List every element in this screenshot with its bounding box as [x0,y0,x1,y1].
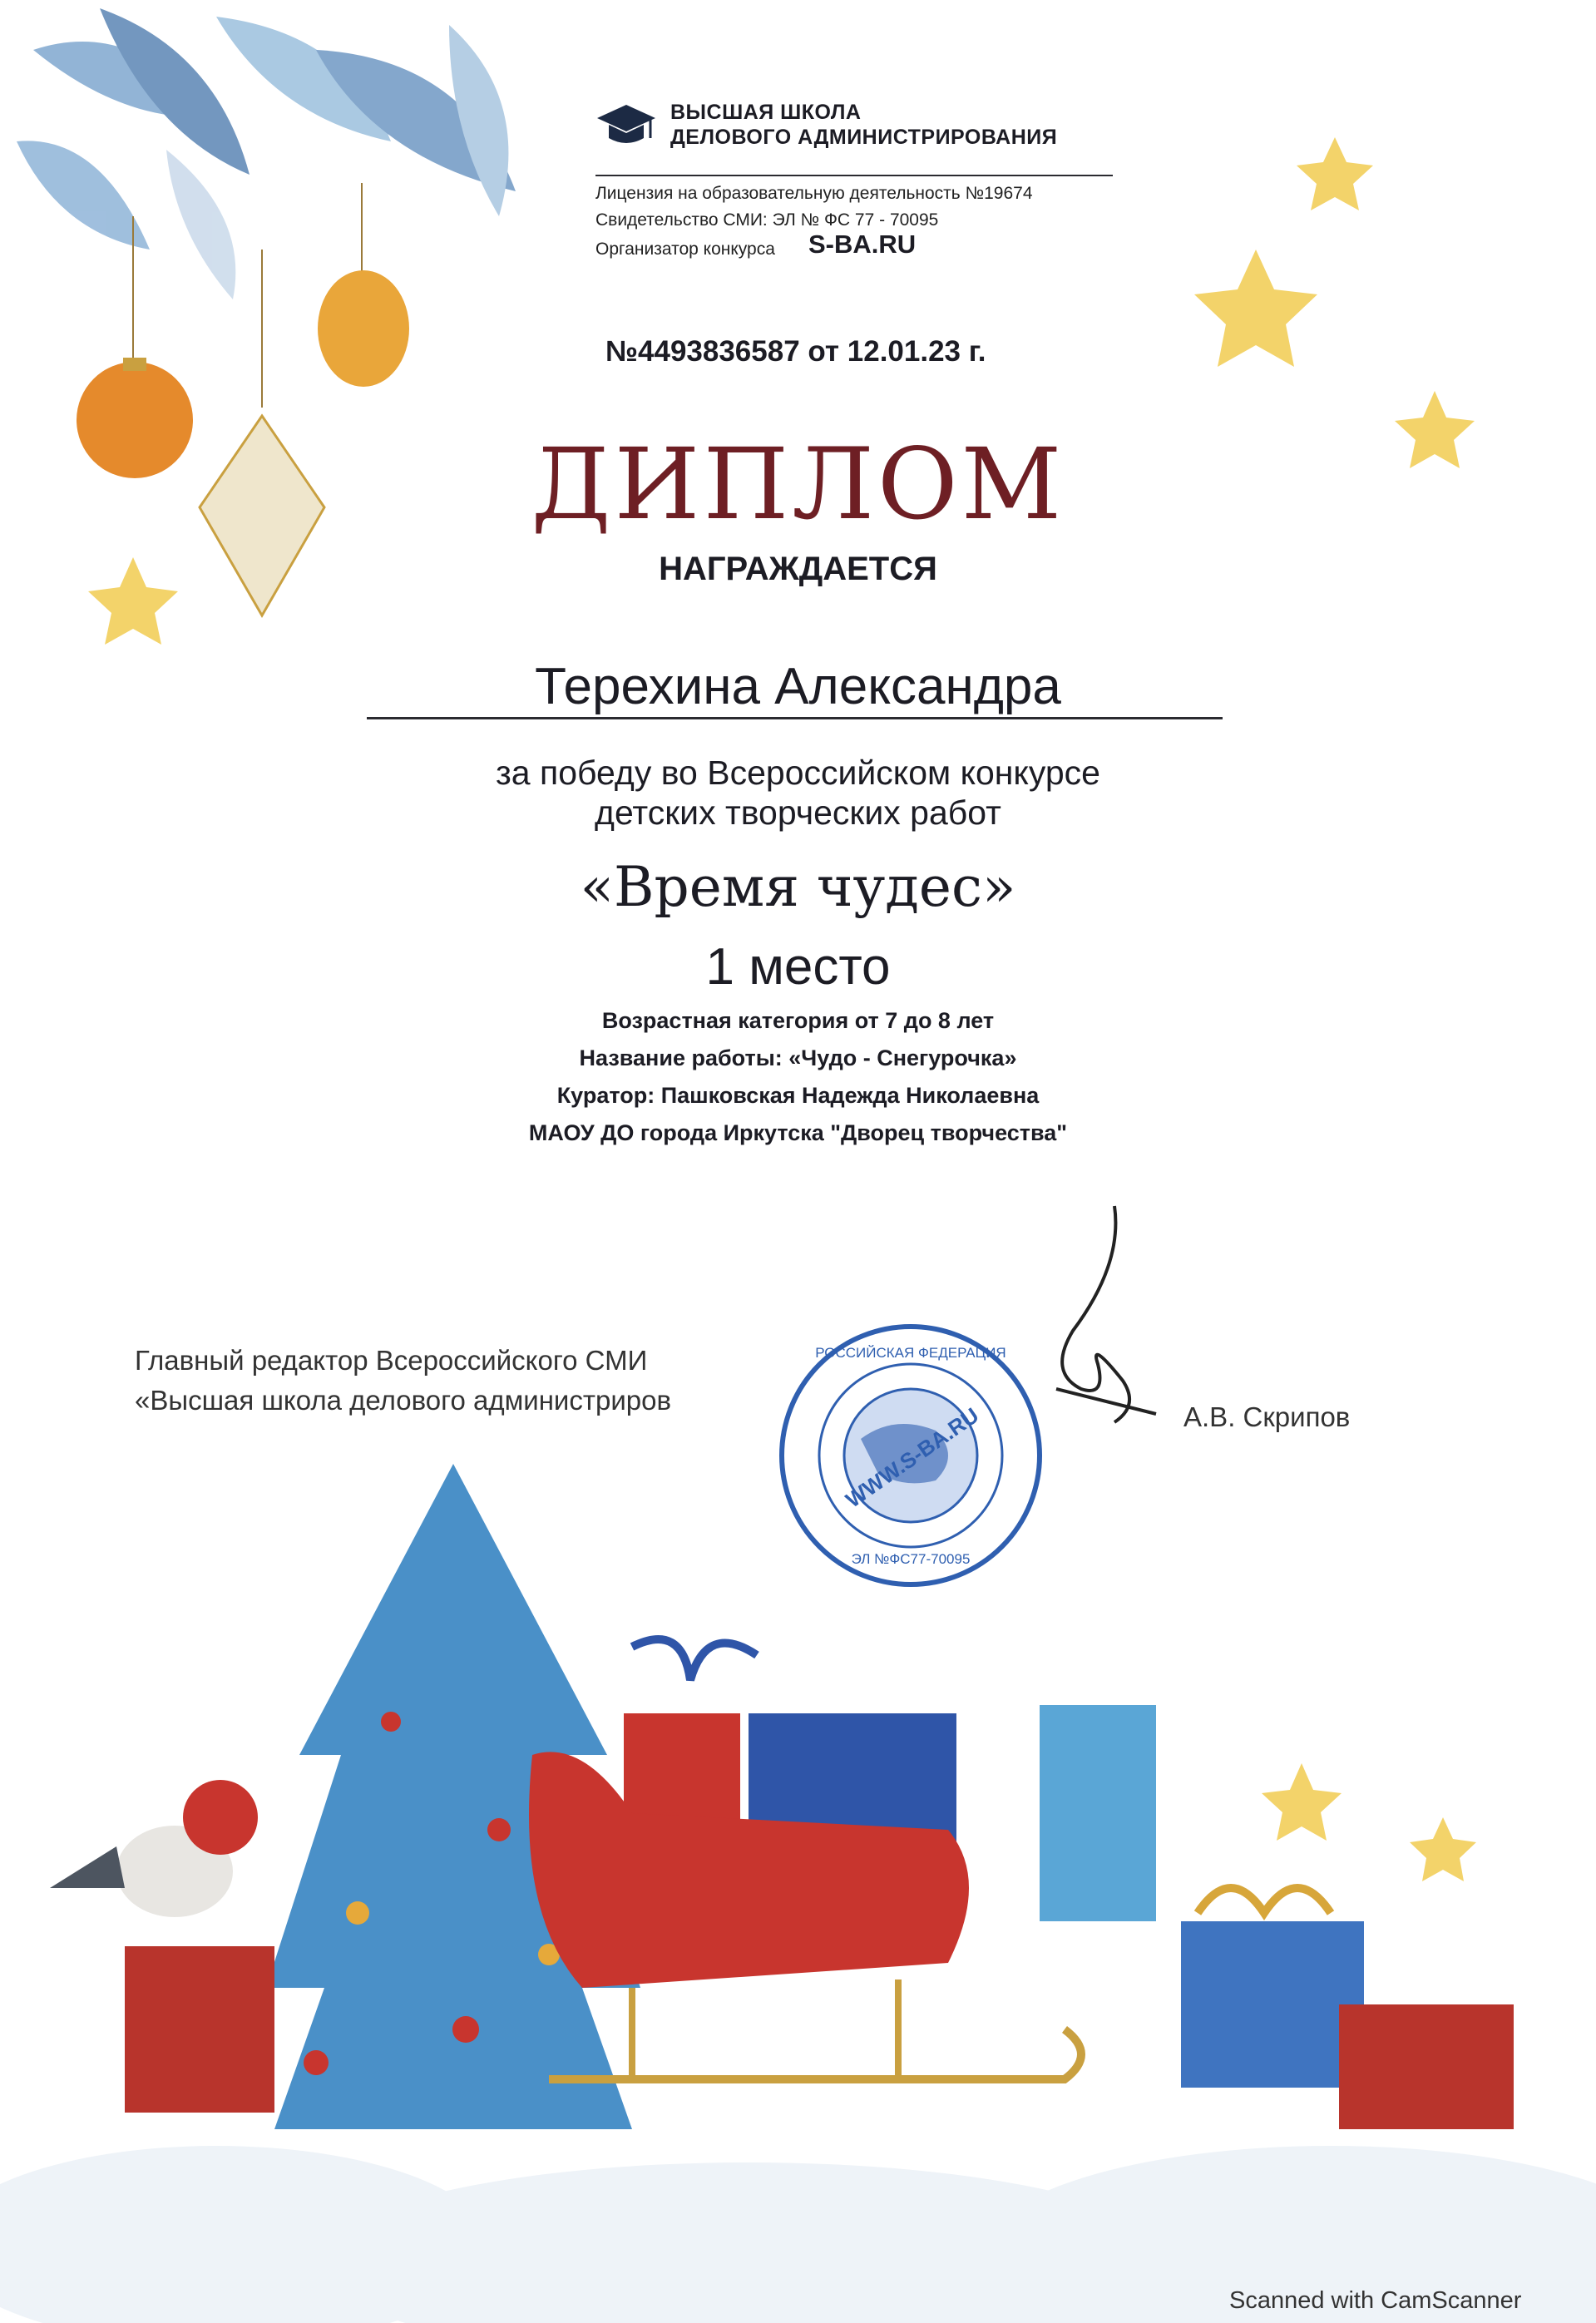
signer-name: А.В. Скрипов [1183,1401,1351,1432]
recipient-underline [367,717,1223,719]
stamp-country-text: РОССИЙСКАЯ ФЕДЕРАЦИЯ [815,1345,1006,1361]
org-name-line1: ВЫСШАЯ ШКОЛА [670,101,862,124]
organizer-site: S-BA.RU [808,230,917,259]
official-stamp-icon [769,1314,1052,1597]
stamp-reg-text: ЭЛ №ФС77-70095 [851,1551,971,1567]
stamp-site-text: WWW.S-BA.RU [841,1402,984,1513]
scanner-watermark: Scanned with CamScanner [1229,2287,1522,2314]
diploma-number: №4493836587 от 12.01.23 г. [605,335,986,368]
age-category: Возрастная категория от 7 до 8 лет [601,1008,995,1033]
organizer-label: Организатор конкурса [595,240,775,259]
institution: МАОУ ДО города Иркутска "Дворец творчества" [528,1120,1068,1145]
signer-position-line1: Главный редактор Всероссийского СМИ [135,1345,648,1376]
awarded-heading: НАГРАЖДАЕТСЯ [659,551,937,587]
signature-scribble [1023,1198,1164,1447]
org-logo-mortarboard-icon [595,101,657,151]
org-name-line2: ДЕЛОВОГО АДМИНИСТРИРОВАНИЯ [670,126,1058,149]
reason-line2: детских творческих работ [595,793,1001,832]
media-certificate-text: Свидетельство СМИ: ЭЛ № ФС 77 - 70095 [595,210,939,230]
winter-leaves-decoration [17,8,516,299]
header-divider [595,175,1113,176]
curator: Куратор: Пашковская Надежда Николаевна [556,1083,1040,1108]
contest-name: «Время чудес» [580,855,1016,919]
place-award: 1 место [705,938,891,996]
bird-illustration [50,1780,258,1917]
recipient-name: Терехина Александра [535,658,1061,715]
license-text: Лицензия на образовательную деятельность №19674 [595,184,1033,203]
signer-position-line2: «Высшая школа делового администриров [135,1385,671,1416]
diploma-title: ДИПЛОМ [531,427,1065,541]
reason-line1: за победу во Всероссийском конкурсе [496,754,1100,792]
work-title: Название работы: «Чудо - Снегурочка» [579,1045,1017,1070]
gold-ornament-icon [318,270,409,387]
